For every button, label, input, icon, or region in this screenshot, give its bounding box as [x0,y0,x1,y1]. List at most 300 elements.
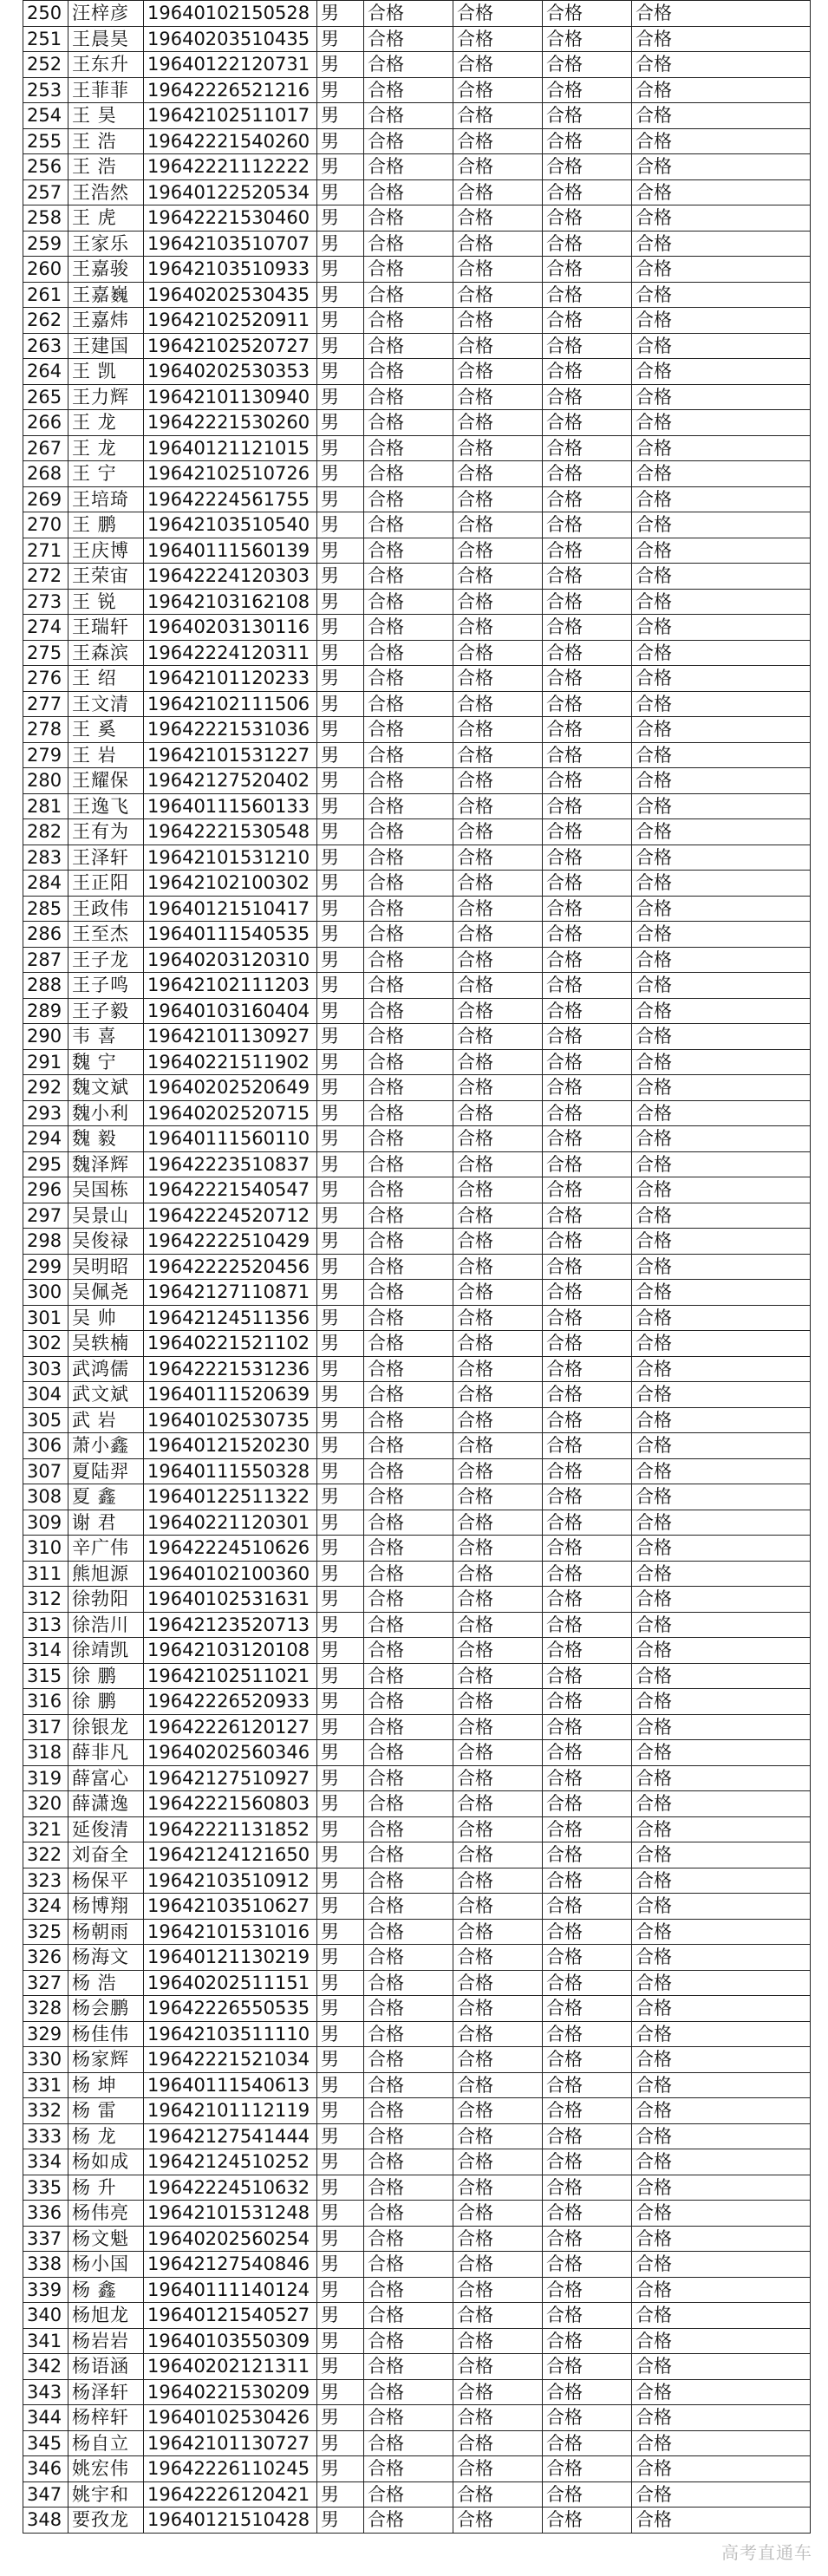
result-3-cell: 合格 [543,2481,632,2508]
gender-cell: 男 [317,1458,364,1484]
student-name-cell: 杨家辉 [68,2047,144,2073]
result-4-cell: 合格 [632,2252,811,2278]
table-row [23,2123,811,2149]
result-4-cell: 合格 [632,1177,811,1203]
table-row [23,1407,811,1433]
row-number-cell: 327 [23,1970,68,1996]
row-number-cell: 282 [23,819,68,845]
result-3-cell: 合格 [543,2047,632,2073]
result-4-cell: 合格 [632,768,811,794]
result-3-cell: 合格 [543,1433,632,1459]
table-row [23,359,811,385]
row-number-cell: 320 [23,1791,68,1817]
result-1-cell: 合格 [364,538,453,564]
table-row [23,1433,811,1459]
result-2-cell: 合格 [453,1714,543,1740]
result-3-cell: 合格 [543,1868,632,1894]
table-row [23,2047,811,2073]
result-3-cell: 合格 [543,179,632,205]
result-4-cell: 合格 [632,308,811,334]
student-name-cell: 王 浩 [68,154,144,180]
table-row [23,179,811,205]
gender-cell: 男 [317,2379,364,2405]
student-name-cell: 武鸿儒 [68,1356,144,1382]
result-1-cell: 合格 [364,2379,453,2405]
result-4-cell: 合格 [632,1970,811,1996]
registration-id-cell: 19642124121650 [144,1842,317,1868]
registration-id-cell: 19640103550309 [144,2328,317,2354]
student-name-cell: 萧小鑫 [68,1433,144,1459]
result-1-cell: 合格 [364,257,453,283]
table-row [23,1816,811,1842]
result-4-cell: 合格 [632,896,811,922]
result-1-cell: 合格 [364,128,453,154]
result-3-cell: 合格 [543,2303,632,2329]
result-3-cell: 合格 [543,359,632,385]
table-row [23,2481,811,2508]
result-2-cell: 合格 [453,2252,543,2278]
row-number-cell: 335 [23,2175,68,2201]
result-2-cell: 合格 [453,52,543,78]
result-4-cell: 合格 [632,1561,811,1587]
table-row [23,640,811,666]
result-2-cell: 合格 [453,1024,543,1050]
row-number-cell: 283 [23,845,68,871]
row-number-cell: 293 [23,1100,68,1126]
result-2-cell: 合格 [453,1740,543,1766]
row-number-cell: 265 [23,384,68,410]
result-4-cell: 合格 [632,1612,811,1638]
row-number-cell: 337 [23,2226,68,2252]
result-4-cell: 合格 [632,1126,811,1152]
table-row [23,742,811,768]
result-2-cell: 合格 [453,2508,543,2534]
result-4-cell: 合格 [632,2481,811,2508]
student-name-cell: 杨小国 [68,2252,144,2278]
result-1-cell: 合格 [364,1177,453,1203]
gender-cell: 男 [317,2047,364,2073]
table-row [23,435,811,461]
result-3-cell: 合格 [543,2379,632,2405]
gender-cell: 男 [317,1049,364,1075]
result-2-cell: 合格 [453,486,543,512]
registration-id-cell: 19642226550535 [144,1996,317,2022]
gender-cell: 男 [317,461,364,487]
result-2-cell: 合格 [453,1612,543,1638]
row-number-cell: 262 [23,308,68,334]
table-row [23,26,811,52]
student-name-cell: 王家乐 [68,231,144,257]
student-name-cell: 王政伟 [68,896,144,922]
result-4-cell: 合格 [632,205,811,232]
result-1-cell: 合格 [364,1407,453,1433]
table-row [23,2021,811,2047]
gender-cell: 男 [317,1894,364,1920]
result-4-cell: 合格 [632,52,811,78]
registration-id-cell: 19642102510726 [144,461,317,487]
registration-id-cell: 19642103510540 [144,512,317,538]
result-1-cell: 合格 [364,717,453,743]
result-2-cell: 合格 [453,333,543,359]
registration-id-cell: 19642224120303 [144,564,317,590]
result-3-cell: 合格 [543,384,632,410]
registration-id-cell: 19642102511021 [144,1663,317,1689]
student-name-cell: 吴佩尧 [68,1280,144,1306]
registration-id-cell: 19640121130219 [144,1945,317,1971]
result-3-cell: 合格 [543,1024,632,1050]
gender-cell: 男 [317,384,364,410]
registration-id-cell: 19642222520456 [144,1254,317,1280]
table-row [23,2456,811,2482]
result-1-cell: 合格 [364,2175,453,2201]
student-name-cell: 王嘉巍 [68,282,144,308]
table-row [23,1024,811,1050]
row-number-cell: 344 [23,2405,68,2431]
result-1-cell: 合格 [364,1305,453,1331]
row-number-cell: 267 [23,435,68,461]
student-name-cell: 杨旭龙 [68,2303,144,2329]
student-name-cell: 谢 君 [68,1510,144,1536]
table-row [23,1,811,27]
registration-id-cell: 19642103120108 [144,1638,317,1664]
registration-id-cell: 19642102520911 [144,308,317,334]
result-2-cell: 合格 [453,564,543,590]
registration-id-cell: 19642221540547 [144,1177,317,1203]
table-row [23,1842,811,1868]
registration-id-cell: 19640203510435 [144,26,317,52]
student-name-cell: 薛潇逸 [68,1791,144,1817]
row-number-cell: 270 [23,512,68,538]
table-row [23,512,811,538]
table-row [23,384,811,410]
result-4-cell: 合格 [632,2047,811,2073]
result-2-cell: 合格 [453,231,543,257]
gender-cell: 男 [317,1612,364,1638]
student-name-cell: 魏 宁 [68,1049,144,1075]
student-name-cell: 魏泽辉 [68,1151,144,1177]
student-name-cell: 刘奋全 [68,1842,144,1868]
registration-id-cell: 19642102511017 [144,103,317,129]
result-3-cell: 合格 [543,1970,632,1996]
result-4-cell: 合格 [632,1689,811,1715]
gender-cell: 男 [317,922,364,948]
result-4-cell: 合格 [632,1151,811,1177]
gender-cell: 男 [317,2072,364,2098]
result-3-cell: 合格 [543,819,632,845]
result-4-cell: 合格 [632,717,811,743]
gender-cell: 男 [317,1382,364,1408]
student-name-cell: 王 浩 [68,128,144,154]
result-3-cell: 合格 [543,973,632,999]
result-1-cell: 合格 [364,282,453,308]
result-2-cell: 合格 [453,128,543,154]
result-4-cell: 合格 [632,845,811,871]
student-name-cell: 杨保平 [68,1868,144,1894]
result-4-cell: 合格 [632,410,811,436]
registration-id-cell: 19640202560254 [144,2226,317,2252]
result-4-cell: 合格 [632,1638,811,1664]
row-number-cell: 290 [23,1024,68,1050]
gender-cell: 男 [317,308,364,334]
table-row [23,717,811,743]
registration-id-cell: 19640221511902 [144,1049,317,1075]
result-3-cell: 合格 [543,2123,632,2149]
row-number-cell: 313 [23,1612,68,1638]
result-3-cell: 合格 [543,666,632,692]
table-row [23,1894,811,1920]
result-2-cell: 合格 [453,1177,543,1203]
gender-cell: 男 [317,1663,364,1689]
result-3-cell: 合格 [543,282,632,308]
result-3-cell: 合格 [543,845,632,871]
result-1-cell: 合格 [364,922,453,948]
result-3-cell: 合格 [543,1229,632,1255]
result-3-cell: 合格 [543,26,632,52]
registration-id-cell: 19642103511110 [144,2021,317,2047]
row-number-cell: 284 [23,871,68,897]
gender-cell: 男 [317,2201,364,2227]
result-3-cell: 合格 [543,1407,632,1433]
result-4-cell: 合格 [632,2328,811,2354]
student-name-cell: 杨文魁 [68,2226,144,2252]
result-1-cell: 合格 [364,2405,453,2431]
result-1-cell: 合格 [364,1919,453,1945]
row-number-cell: 342 [23,2354,68,2380]
table-row [23,1970,811,1996]
table-row [23,1177,811,1203]
result-4-cell: 合格 [632,154,811,180]
student-name-cell: 杨 浩 [68,1970,144,1996]
gender-cell: 男 [317,1433,364,1459]
gender-cell: 男 [317,2456,364,2482]
gender-cell: 男 [317,845,364,871]
registration-id-cell: 19642101531227 [144,742,317,768]
row-number-cell: 347 [23,2481,68,2508]
table-row [23,1126,811,1152]
result-2-cell: 合格 [453,179,543,205]
result-4-cell: 合格 [632,1842,811,1868]
result-1-cell: 合格 [364,205,453,232]
row-number-cell: 271 [23,538,68,564]
result-2-cell: 合格 [453,691,543,717]
student-name-cell: 徐 鹏 [68,1663,144,1689]
gender-cell: 男 [317,1919,364,1945]
table-row [23,1587,811,1613]
registration-id-cell: 19640102531631 [144,1587,317,1613]
student-name-cell: 魏小利 [68,1100,144,1126]
gender-cell: 男 [317,2252,364,2278]
result-1-cell: 合格 [364,2047,453,2073]
registration-id-cell: 19642221530460 [144,205,317,232]
row-number-cell: 323 [23,1868,68,1894]
student-name-cell: 姚宏伟 [68,2456,144,2482]
table-row [23,538,811,564]
registration-id-cell: 19640203120310 [144,947,317,973]
registration-id-cell: 19640202511151 [144,1970,317,1996]
table-row [23,615,811,641]
result-1-cell: 合格 [364,52,453,78]
gender-cell: 男 [317,1842,364,1868]
result-4-cell: 合格 [632,333,811,359]
result-2-cell: 合格 [453,717,543,743]
result-1-cell: 合格 [364,615,453,641]
result-1-cell: 合格 [364,1689,453,1715]
result-1-cell: 合格 [364,1280,453,1306]
table-row [23,333,811,359]
row-number-cell: 294 [23,1126,68,1152]
result-3-cell: 合格 [543,1945,632,1971]
row-number-cell: 310 [23,1536,68,1562]
result-3-cell: 合格 [543,1382,632,1408]
gender-cell: 男 [317,1024,364,1050]
result-1-cell: 合格 [364,1842,453,1868]
registration-id-cell: 19642221531036 [144,717,317,743]
registration-id-cell: 19642123520713 [144,1612,317,1638]
result-2-cell: 合格 [453,2123,543,2149]
registration-id-cell: 19642101130727 [144,2430,317,2456]
student-name-cell: 杨博翔 [68,1894,144,1920]
row-number-cell: 280 [23,768,68,794]
gender-cell: 男 [317,1305,364,1331]
result-2-cell: 合格 [453,2047,543,2073]
result-4-cell: 合格 [632,2456,811,2482]
table-row [23,1996,811,2022]
result-3-cell: 合格 [543,1587,632,1613]
registration-id-cell: 19642103510627 [144,1894,317,1920]
gender-cell: 男 [317,1100,364,1126]
gender-cell: 男 [317,2021,364,2047]
table-row [23,154,811,180]
registration-id-cell: 19640111560139 [144,538,317,564]
student-name-cell: 王培琦 [68,486,144,512]
gender-cell: 男 [317,257,364,283]
result-1-cell: 合格 [364,1049,453,1075]
result-2-cell: 合格 [453,998,543,1024]
row-number-cell: 304 [23,1382,68,1408]
result-3-cell: 合格 [543,1049,632,1075]
gender-cell: 男 [317,768,364,794]
result-2-cell: 合格 [453,1510,543,1536]
gender-cell: 男 [317,1765,364,1791]
result-3-cell: 合格 [543,922,632,948]
row-number-cell: 254 [23,103,68,129]
table-row [23,973,811,999]
result-4-cell: 合格 [632,1049,811,1075]
result-4-cell: 合格 [632,461,811,487]
result-2-cell: 合格 [453,1868,543,1894]
result-2-cell: 合格 [453,742,543,768]
registration-id-cell: 19640111560110 [144,1126,317,1152]
result-2-cell: 合格 [453,2405,543,2431]
row-number-cell: 330 [23,2047,68,2073]
result-3-cell: 合格 [543,998,632,1024]
result-3-cell: 合格 [543,1612,632,1638]
registration-id-cell: 19640111540613 [144,2072,317,2098]
result-2-cell: 合格 [453,1791,543,1817]
gender-cell: 男 [317,2175,364,2201]
result-3-cell: 合格 [543,1561,632,1587]
registration-id-cell: 19642103510707 [144,231,317,257]
result-4-cell: 合格 [632,1382,811,1408]
row-number-cell: 299 [23,1254,68,1280]
table-row [23,1612,811,1638]
student-name-cell: 姚宇和 [68,2481,144,2508]
row-number-cell: 334 [23,2149,68,2175]
table-row [23,691,811,717]
row-number-cell: 276 [23,666,68,692]
result-3-cell: 合格 [543,1816,632,1842]
student-name-cell: 杨佳伟 [68,2021,144,2047]
student-name-cell: 韦 喜 [68,1024,144,1050]
gender-cell: 男 [317,359,364,385]
result-1-cell: 合格 [364,154,453,180]
registration-id-cell: 19640102530735 [144,1407,317,1433]
registration-id-cell: 19642221521034 [144,2047,317,2073]
result-4-cell: 合格 [632,1740,811,1766]
student-name-cell: 杨 鑫 [68,2277,144,2303]
row-number-cell: 266 [23,410,68,436]
table-row [23,461,811,487]
result-1-cell: 合格 [364,1100,453,1126]
student-name-cell: 杨语涵 [68,2354,144,2380]
registration-id-cell: 19640221120301 [144,1510,317,1536]
registration-id-cell: 19640111540535 [144,922,317,948]
result-1-cell: 合格 [364,2508,453,2534]
table-row [23,2508,811,2534]
result-2-cell: 合格 [453,2175,543,2201]
student-name-cell: 王嘉骏 [68,257,144,283]
result-1-cell: 合格 [364,640,453,666]
result-1-cell: 合格 [364,871,453,897]
result-2-cell: 合格 [453,1382,543,1408]
row-number-cell: 300 [23,1280,68,1306]
registration-id-cell: 19642226521216 [144,77,317,103]
result-4-cell: 合格 [632,2201,811,2227]
student-name-cell: 吴俊禄 [68,1229,144,1255]
registration-id-cell: 19640122120731 [144,52,317,78]
result-2-cell: 合格 [453,1816,543,1842]
result-3-cell: 合格 [543,2226,632,2252]
result-1-cell: 合格 [364,1126,453,1152]
result-1-cell: 合格 [364,1484,453,1510]
gender-cell: 男 [317,154,364,180]
result-3-cell: 合格 [543,2456,632,2482]
result-3-cell: 合格 [543,691,632,717]
registration-id-cell: 19642221530260 [144,410,317,436]
result-4-cell: 合格 [632,2021,811,2047]
result-2-cell: 合格 [453,973,543,999]
gender-cell: 男 [317,1970,364,1996]
student-name-cell: 徐 鹏 [68,1689,144,1715]
row-number-cell: 339 [23,2277,68,2303]
student-name-cell: 王 宁 [68,461,144,487]
table-row [23,2201,811,2227]
student-name-cell: 王泽轩 [68,845,144,871]
table-row [23,486,811,512]
registration-id-cell: 19642101130940 [144,384,317,410]
result-2-cell: 合格 [453,2456,543,2482]
gender-cell: 男 [317,410,364,436]
student-name-cell: 王 虎 [68,205,144,232]
result-4-cell: 合格 [632,1075,811,1101]
student-name-cell: 王嘉炜 [68,308,144,334]
row-number-cell: 296 [23,1177,68,1203]
row-number-cell: 325 [23,1919,68,1945]
table-row [23,52,811,78]
result-3-cell: 合格 [543,1458,632,1484]
result-1-cell: 合格 [364,410,453,436]
result-4-cell: 合格 [632,77,811,103]
